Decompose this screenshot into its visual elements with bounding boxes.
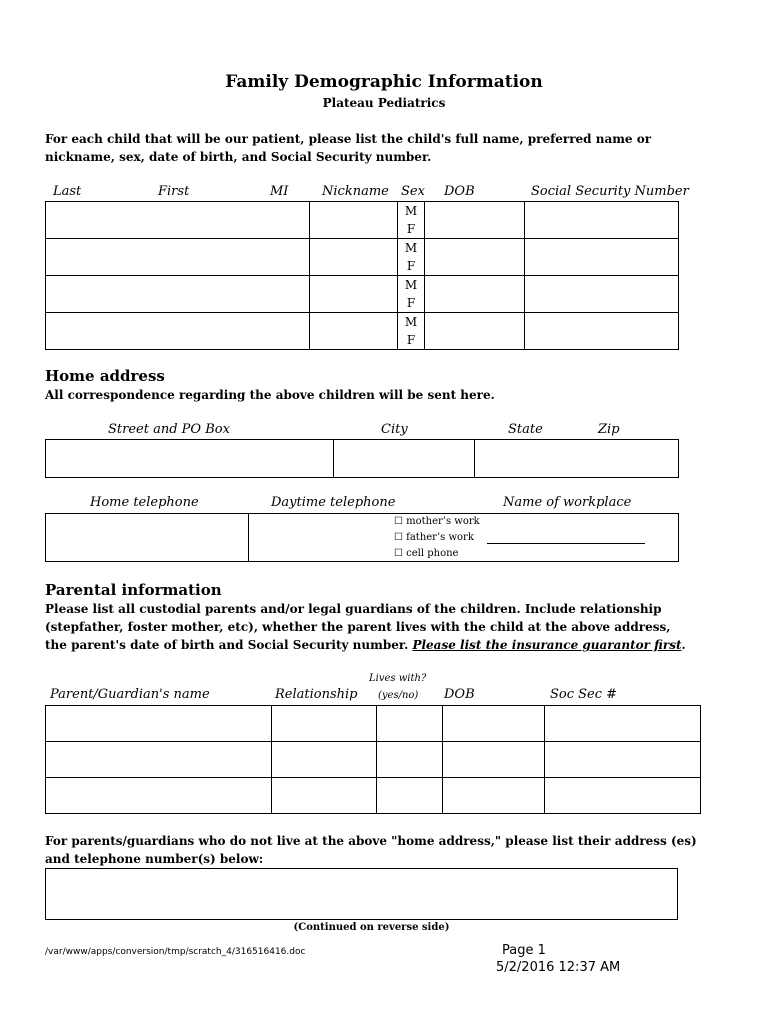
child-nickname-cell[interactable] bbox=[310, 239, 398, 276]
child-nickname-cell[interactable] bbox=[310, 202, 398, 239]
table-row bbox=[46, 742, 701, 778]
header-last: Last bbox=[53, 184, 82, 199]
parent-dob-cell[interactable] bbox=[443, 706, 545, 742]
child-sex-cell[interactable]: M F bbox=[398, 313, 425, 350]
header-sex: Sex bbox=[401, 184, 425, 199]
guardian-name-cell[interactable] bbox=[46, 778, 272, 814]
header-parent-dob: DOB bbox=[444, 687, 475, 702]
parental-heading: Parental information bbox=[45, 581, 222, 599]
header-home-phone: Home telephone bbox=[90, 495, 199, 510]
header-street: Street and PO Box bbox=[108, 422, 230, 437]
state-zip-input-cell[interactable] bbox=[475, 440, 679, 478]
child-ssn-cell[interactable] bbox=[525, 239, 679, 276]
header-relationship: Relationship bbox=[275, 687, 358, 702]
workplace-line[interactable] bbox=[487, 543, 645, 544]
city-input-cell[interactable] bbox=[334, 440, 475, 478]
child-ssn-cell[interactable] bbox=[525, 202, 679, 239]
child-sex-cell[interactable]: M F bbox=[398, 276, 425, 313]
child-sex-cell[interactable]: M F bbox=[398, 202, 425, 239]
header-state: State bbox=[508, 422, 543, 437]
soc-sec-cell[interactable] bbox=[545, 742, 701, 778]
header-lives-with: Lives with? bbox=[369, 673, 427, 684]
home-address-note: All correspondence regarding the above children will be sent here. bbox=[45, 388, 495, 402]
child-dob-cell[interactable] bbox=[425, 202, 525, 239]
relationship-cell[interactable] bbox=[272, 742, 377, 778]
home-phone-cell[interactable] bbox=[46, 514, 249, 562]
other-address-box[interactable] bbox=[45, 868, 678, 920]
header-zip: Zip bbox=[598, 422, 620, 437]
table-row bbox=[46, 778, 701, 814]
parent-dob-cell[interactable] bbox=[443, 742, 545, 778]
footer-file-path: /var/www/apps/conversion/tmp/scratch_4/316516416.doc bbox=[45, 947, 306, 957]
relationship-cell[interactable] bbox=[272, 778, 377, 814]
header-city: City bbox=[381, 422, 408, 437]
lives-with-cell[interactable] bbox=[377, 706, 443, 742]
child-dob-cell[interactable] bbox=[425, 313, 525, 350]
address-table bbox=[45, 439, 679, 478]
page-title: Family Demographic Information bbox=[225, 72, 543, 92]
guardian-name-cell[interactable] bbox=[46, 742, 272, 778]
child-name-cell[interactable] bbox=[46, 313, 310, 350]
child-name-cell[interactable] bbox=[46, 202, 310, 239]
header-dob: DOB bbox=[444, 184, 475, 199]
fathers-work-checkbox[interactable]: ☐ father’s work bbox=[394, 532, 474, 543]
table-row bbox=[46, 239, 679, 276]
header-workplace: Name of workplace bbox=[503, 495, 632, 510]
child-nickname-cell[interactable] bbox=[310, 313, 398, 350]
lives-with-cell[interactable] bbox=[377, 778, 443, 814]
table-row bbox=[46, 202, 679, 239]
table-row bbox=[46, 276, 679, 313]
header-first: First bbox=[158, 184, 190, 199]
lives-with-cell[interactable] bbox=[377, 742, 443, 778]
mothers-work-checkbox[interactable]: ☐ mother’s work bbox=[394, 516, 480, 527]
other-address-instructions: For parents/guardians who do not live at the above "home address," please list their address (es) and telephone number(s) below: bbox=[45, 834, 697, 866]
footer-datetime: 5/2/2016 12:37 AM bbox=[496, 960, 621, 975]
children-instructions: For each child that will be our patient, please list the child's full name, preferred name or nickname, sex, date of birth, and Social Security number. bbox=[45, 132, 652, 164]
child-ssn-cell[interactable] bbox=[525, 276, 679, 313]
guarantor-note: Please list the insurance guarantor first bbox=[412, 638, 682, 652]
child-nickname-cell[interactable] bbox=[310, 276, 398, 313]
street-input-cell[interactable] bbox=[46, 440, 334, 478]
soc-sec-cell[interactable] bbox=[545, 706, 701, 742]
parent-dob-cell[interactable] bbox=[443, 778, 545, 814]
home-address-heading: Home address bbox=[45, 367, 165, 385]
header-guardian-name: Parent/Guardian's name bbox=[50, 687, 210, 702]
page-subtitle: Plateau Pediatrics bbox=[322, 96, 446, 110]
guardian-name-cell[interactable] bbox=[46, 706, 272, 742]
child-ssn-cell[interactable] bbox=[525, 313, 679, 350]
child-name-cell[interactable] bbox=[46, 276, 310, 313]
header-yes-no: (yes/no) bbox=[378, 690, 419, 701]
daytime-phone-cell[interactable] bbox=[249, 514, 679, 562]
soc-sec-cell[interactable] bbox=[545, 778, 701, 814]
header-mi: MI bbox=[270, 184, 289, 199]
child-dob-cell[interactable] bbox=[425, 239, 525, 276]
table-row bbox=[46, 313, 679, 350]
child-dob-cell[interactable] bbox=[425, 276, 525, 313]
relationship-cell[interactable] bbox=[272, 706, 377, 742]
parental-instructions: Please list all custodial parents and/or legal guardians of the children. Include relationship (stepfather, foster mother, etc), whether the parent lives with the child at the above address, the parent's date of birth and Social Security number. Please list the insurance guarantor first. bbox=[45, 602, 686, 652]
header-daytime-phone: Daytime telephone bbox=[271, 495, 396, 510]
table-row bbox=[46, 440, 679, 478]
header-nickname: Nickname bbox=[322, 184, 389, 199]
continued-note: (Continued on reverse side) bbox=[293, 922, 450, 933]
parents-table bbox=[45, 705, 701, 814]
table-row bbox=[46, 706, 701, 742]
table-row bbox=[46, 514, 679, 562]
header-soc-sec: Soc Sec # bbox=[550, 687, 618, 702]
child-name-cell[interactable] bbox=[46, 239, 310, 276]
children-table bbox=[45, 201, 679, 350]
phone-table bbox=[45, 513, 679, 562]
header-ssn: Social Security Number bbox=[531, 184, 689, 199]
cell-phone-checkbox[interactable]: ☐ cell phone bbox=[394, 548, 459, 559]
footer-page-number: Page 1 bbox=[502, 943, 546, 958]
child-sex-cell[interactable]: M F bbox=[398, 239, 425, 276]
